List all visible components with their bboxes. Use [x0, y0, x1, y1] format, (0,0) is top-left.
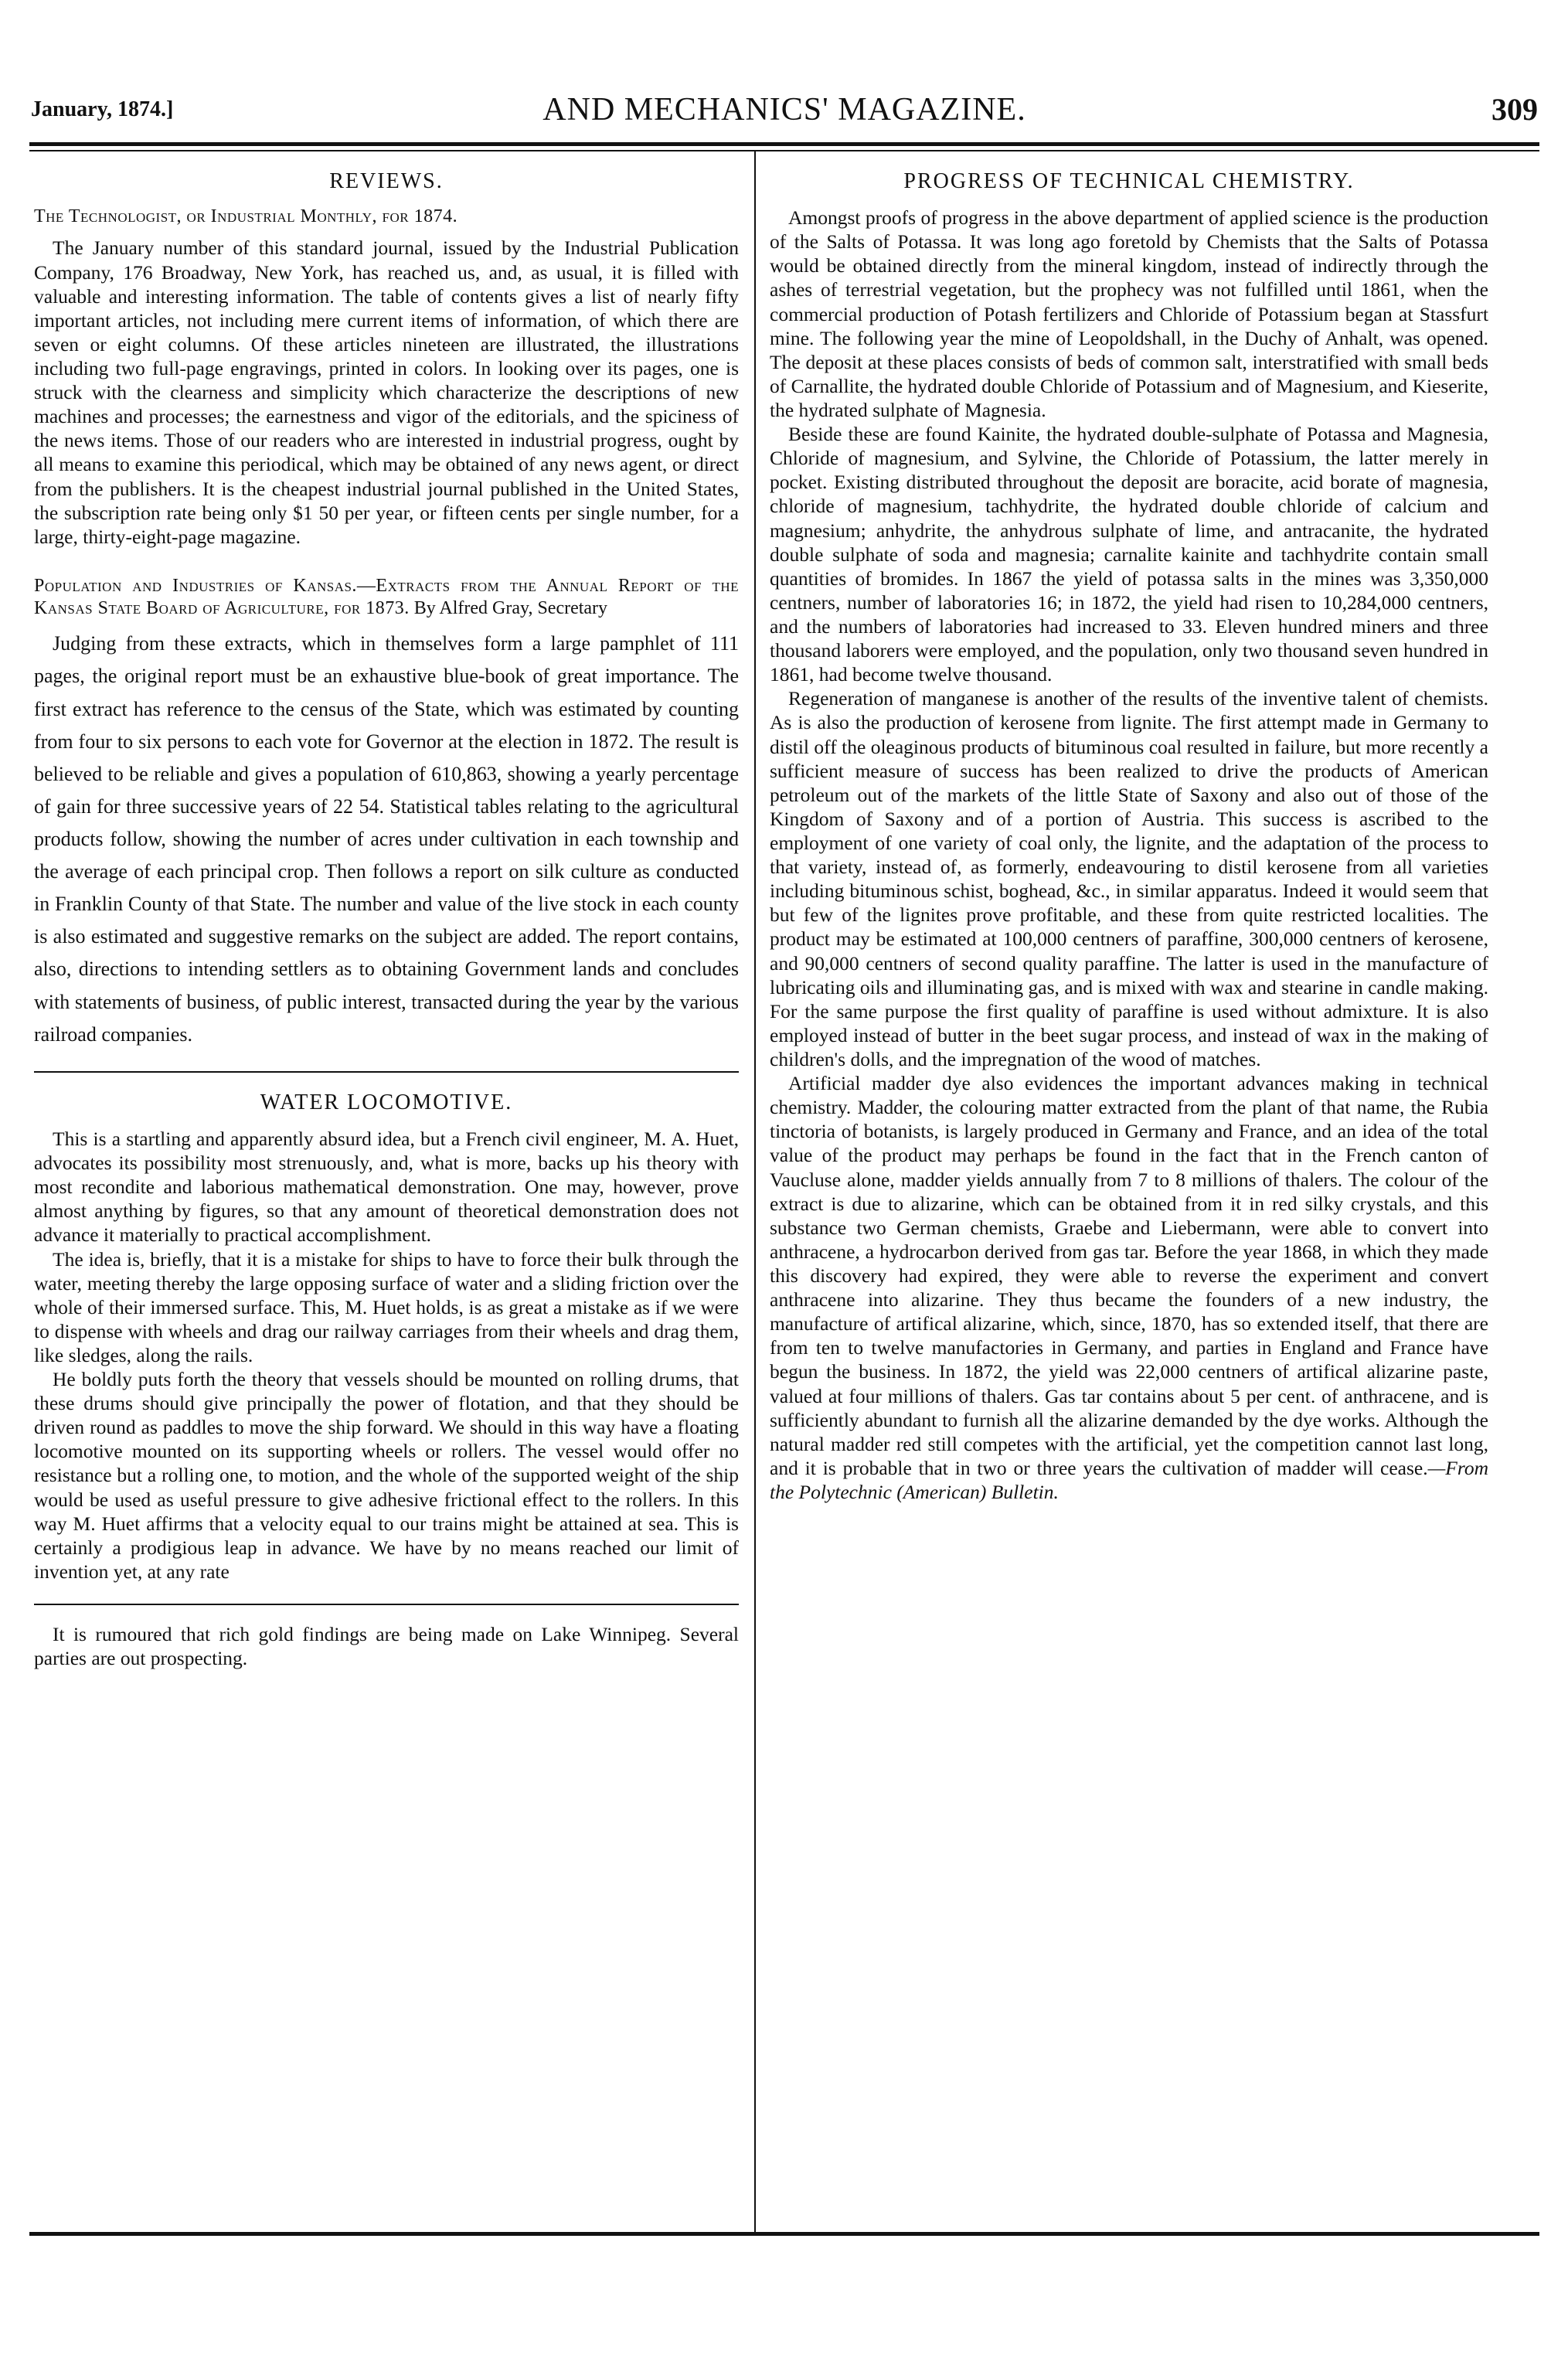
running-header	[31, 91, 1538, 138]
kansas-review-text: Judging from these extracts, which in themselves form a large pamphlet of 111 pages, the original report must be an exhaustive blue-book of great importance. The first extract has reference to the census of the State, which was estimated by counting from four to six persons to each vote for Governor at the election in 1872. The result is believed to be reliable and gives a population of 610,863, showing a yearly percentage of gain for three successive years of 22 54. Statistical tables relating to the agricultural products follow, showing the number of acres under cultivation in each township and the average of each principal crop. Then follows a report on silk culture as conducted in Franklin County of that State. The number and value of the live stock in each county is also estimated and suggestive remarks on the subject are added. The report contains, also, directions to intending settlers as to obtaining Government lands and concludes with statements of business, of public interest, transacted during the year by the various railroad companies.	[34, 632, 739, 1046]
chemistry-paragraph-2: Beside these are found Kainite, the hydrated double-sulphate of Potassa and Magnesia, Chloride of magnesium, and Sylvine, the Chloride of Potassium, the latter merely in pocket. Existing distributed throughout the deposit are boracite, acid borate of magnesia, chloride of magnesium, tachhydrite, the hydrated double chloride of calcium and magnesium; anhydrite, the anhydrous sulphate of lime, and antracanite, the hydrated double sulphate of soda and magnesia; carnalite kainite and tachhydrite contain small quantities of bromides. In 1867 the yield of potassa salts in the mines was 3,350,000 centners, number of laboratories 16; in 1872, the yield had risen to 10,284,000 centners, and the numbers of laboratories had increased to 33. Eleven hundred miners and three thousand laborers were employed, and the population, only two thousand seven hundred in 1861, had become twelve thousand.	[770, 423, 1488, 686]
chemistry-paragraph-4-text: Artificial madder dye also evidences the important advances making in technical chemistry. Madder, the colouring matter extracted from the plant of that name, the Rubia tinctoria of botanists, is largely produced in Germany and France, and an idea of the total value of the product may perhaps be found in the fact that in the French canton of Vaucluse alone, madder yields annually from 7 to 8 millions of thalers. The colour of the extract is due to alizarine, which can be obtained from it in red silky crystals, and this substance two German chemists, Graebe and Liebermann, were able to convert into anthracene, a hydrocarbon derived from gas tar. Before the year 1868, in which they made this discovery had expired, they were able to reverse the experiment and convert anthracene into alizarine. They thus became the founders of a new industry, the manufacture of artifical alizarine, which, since, 1870, has so extended itself, that there are from ten to twelve manufactories in Germany, and parties in England and France have begun the business. In 1872, the yield was 22,000 centners of artifical alizarine paste, valued at four millions of thalers. Gas tar contains about 5 per cent. of anthracene, and is sufficiently abundant to furnish all the alizarine demanded by the dye works. Although the natural madder red still competes with the artificial, yet the competition cannot last long, and it is probable that in two or three years the cultivation of madder will cease.	[770, 1072, 1488, 1479]
kansas-title: Population and Industries of Kansas.—Extracts from the Annual Report of the Kansas State Board of Agriculture, for 1873.	[34, 575, 739, 619]
technologist-notice-title	[34, 206, 739, 228]
technologist-title: The Technologist, or Industrial Monthly, for 1874.	[34, 206, 458, 227]
source-credit: —From the Polytechnic (American) Bulletin.	[770, 1456, 1488, 1503]
header-rule-thin	[29, 150, 1539, 151]
chemistry-heading: PROGRESS OF TECHNICAL CHEMISTRY.	[903, 169, 1355, 193]
reviews-heading: REVIEWS.	[329, 169, 444, 193]
chemistry-paragraph-4	[770, 1071, 1488, 1504]
chemistry-paragraph-1: Amongst proofs of progress in the above department of applied science is the production of the Salts of Potassa. It was long ago foretold by Chemists that the Salts of Potassa would be obtained directly from the mineral kingdom, instead of indirectly through the ashes of terrestrial vegetation, but the prophecy was not fulfilled until 1861, when the commercial production of Potash fertilizers and Chloride of Potassium began at Stassfurt mine. The following year the mine of Leopoldshall, in the Duchy of Anhalt, was opened. The deposit at these places consists of beds of common salt, interstratified with small beds of Carnallite, the hydrated double Chloride of Potassium and of Magnesium, and Kieserite, the hydrated sulphate of Magnesia.	[770, 206, 1488, 422]
chemistry-paragraph-3: Regeneration of manganese is another of the results of the inventive talent of chemists. As is also the production of kerosene from lignite. The first attempt made in Germany to distil off the oleaginous products of bituminous coal resulted in failure, but more recently a sufficient measure of success has been realized to drive the products of American petroleum out of the markets of the little State of Saxony and also out of those of the Kingdom of Saxony and of a portion of Austria. This success is ascribed to the employment of one variety of coal only, the lignite, and the adaptation of the process to that variety, instead of, as formerly, endeavouring to distil kerosene from all varieties including bituminous schist, boghead, &c., in similar apparatus. Indeed it would seem that but few of the lignites prove profitable, and these from quite restricted localities. The product may be estimated at 100,000 centners of paraffine, 300,000 centners of kerosene, and 90,000 centners of second quality paraffine. The latter is used in the manufacture of lubricating oils and illuminating gas, and is mixed with wax and stearine in candle making. For the same purpose the first quality of paraffine is used without admixture. It is also employed instead of butter in the beet sugar process, and instead of wax in the making of children's dolls, and the impregnation of the wood of matches.	[770, 687, 1488, 1070]
header-rule-thick	[29, 142, 1539, 146]
water-locomotive-heading: WATER LOCOMOTIVE.	[260, 1090, 513, 1114]
water-locomotive-paragraph-3: He boldly puts forth the theory that vessels should be mounted on rolling drums, that these drums should give principally the power of flotation, and that they should be driven round as paddles to move the ship forward. We should in this way have a floating locomotive mounted on its supporting wheels or rollers. The vessel would offer no resistance but a rolling one, to motion, and the whole of the supported weight of the ship would be used as useful pressure to give adhesive frictional effect to the rollers. In this way M. Huet affirms that a velocity equal to our trains might be attained at sea. This is certainly a prodigious leap in advance. We have by no means reached our limit of invention yet, at any rate	[34, 1368, 739, 1583]
section-divider-2	[34, 1604, 739, 1605]
column-divider	[754, 151, 756, 2232]
journal-title: AND MECHANICS' MAGAZINE.	[543, 92, 1026, 128]
water-locomotive-paragraph-2: The idea is, briefly, that it is a mistake for ships to have to force their bulk through the water, meeting thereby the large opposing surface of water and a sliding friction over the whole of their immersed surface. This, M. Huet holds, is as great a mistake as if we were to dispense with wheels and drag our railway carriages from their wheels and drag them, like sledges, along the rails.	[34, 1247, 739, 1366]
section-divider	[34, 1071, 739, 1073]
water-locomotive-paragraph-1: This is a startling and apparently absurd idea, but a French civil engineer, M. A. Huet, advocates its possibility most strenuously, and, what is more, backs up his theory with most recondite and laborious mathematical demonstration. One may, however, prove almost anything by figures, so that any amount of theoretical demonstration does not advance it materially to practical accomplishment.	[34, 1127, 739, 1247]
kansas-notice-title	[34, 575, 739, 621]
page-number: 309	[1491, 92, 1538, 127]
left-column	[34, 164, 739, 1670]
technologist-review-text: The January number of this standard journal, issued by the Industrial Publication Company, 176 Broadway, New York, has reached us, and, as usual, it is filled with valuable and interesting information. The table of contents gives a list of nearly fifty important articles, not including mere current items of information, of which there are seven or eight columns. Of these articles nineteen are illustrated, the illustrations including two full-page engravings, printed in colors. In looking over its pages, one is struck with the clearness and simplicity which characterize the descriptions of new machines and processes; the earnestness and vigor of the editorials, and the spiciness of the news items. Those of our readers who are interested in industrial progress, ought by all means to examine this periodical, which may be obtained of any news agent, or direct from the publishers. It is the cheapest industrial journal published in the United States, the subscription rate being only $1 50 per year, or fifteen cents per single number, for a large, thirty-eight-page magazine.	[34, 236, 739, 548]
header-date: January, 1874.]	[31, 97, 174, 121]
winnipeg-notice: It is rumoured that rich gold findings are being made on Lake Winnipeg. Several parties are out prospecting.	[34, 1623, 739, 1670]
kansas-author: By Alfred Gray, Secretary	[413, 598, 608, 619]
right-column	[770, 164, 1488, 1504]
footer-rule	[29, 2232, 1539, 2236]
